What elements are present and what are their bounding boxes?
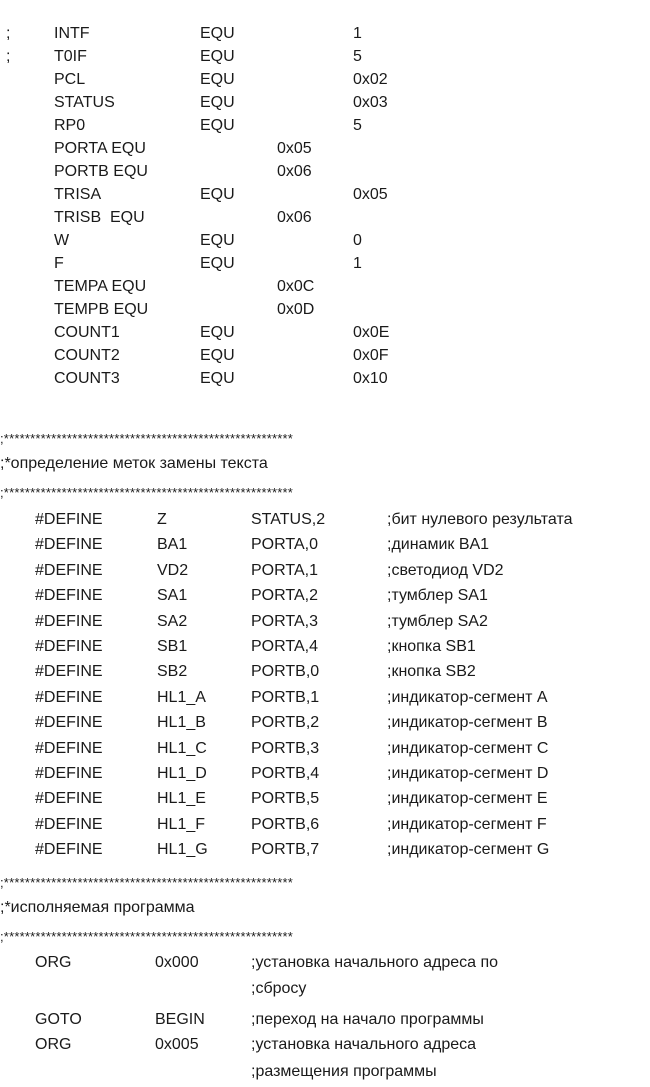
define-comment: ;индикатор-сегмент G [387,841,550,859]
define-target: PORTB,0 [251,663,320,681]
define-target: PORTB,3 [251,739,320,757]
define-target: PORTA,1 [251,561,318,579]
define-keyword: #DEFINE [35,612,103,630]
define-label: HL1_F [157,815,206,833]
instruction-operand: 0x000 [155,954,199,971]
define-target: PORTB,6 [251,815,320,833]
define-label: SB2 [157,663,188,681]
directive-keyword: EQU [200,370,235,387]
symbol-name: T0IF [54,48,87,65]
symbol-value: 0x10 [353,370,388,387]
define-target: PORTB,1 [251,688,320,706]
symbol-name: TRISB EQU [54,209,145,226]
define-keyword: #DEFINE [35,765,103,782]
symbol-value: 0x0D [277,301,315,318]
define-label: HL1_E [157,790,206,808]
symbol-name: PORTA EQU [54,140,146,157]
define-comment: ;индикатор-сегмент E [387,790,548,808]
symbol-name: PCL [54,71,86,88]
directive-keyword: EQU [200,48,235,65]
symbol-value: 0x06 [277,209,312,226]
section-heading-program: ;*исполняемая программа [0,899,195,916]
define-keyword: #DEFINE [35,536,103,554]
instruction-operand: BEGIN [155,1011,205,1028]
symbol-value: 1 [353,25,362,42]
directive-keyword: EQU [200,186,235,203]
define-label: HL1_G [157,841,208,859]
instruction-mnemonic: ORG [35,954,72,971]
define-comment: ;бит нулевого результата [387,511,573,528]
define-label: HL1_A [157,688,206,706]
directive-keyword: EQU [200,71,235,88]
define-keyword: #DEFINE [35,815,103,833]
instruction-mnemonic: ORG [35,1036,72,1053]
symbol-name: TEMPB EQU [54,301,149,318]
define-keyword: #DEFINE [35,587,103,605]
define-keyword: #DEFINE [35,638,103,655]
define-comment: ;тумблер SA2 [387,612,488,630]
symbol-value: 0x03 [353,94,388,111]
symbol-value: 1 [353,255,362,272]
define-target: PORTA,4 [251,638,318,655]
symbol-name: COUNT1 [54,324,120,341]
define-label: HL1_C [157,739,207,757]
line-comment-marker: ; [6,48,11,65]
define-label: HL1_D [157,765,207,782]
symbol-value: 0x06 [277,163,312,180]
define-label: SA2 [157,612,188,630]
symbol-name: TRISA [54,186,102,203]
symbol-value: 0x0C [277,278,315,295]
define-target: PORTA,3 [251,612,318,630]
symbol-value: 0x0F [353,347,389,364]
symbol-value: 5 [353,117,362,134]
define-comment: ;индикатор-сегмент D [387,765,549,782]
directive-keyword: EQU [200,94,235,111]
define-comment: ;индикатор-сегмент F [387,815,547,833]
separator-line: ;******************************************************* [0,929,294,944]
instruction-mnemonic: GOTO [35,1011,82,1028]
symbol-name: INTF [54,25,90,42]
define-target: PORTA,2 [251,587,318,605]
symbol-name: PORTB EQU [54,163,148,180]
symbol-name: STATUS [54,94,115,111]
define-comment: ;индикатор-сегмент A [387,688,548,706]
define-comment: ;тумблер SA1 [387,587,488,605]
symbol-name: W [54,232,70,249]
directive-keyword: EQU [200,25,235,42]
directive-keyword: EQU [200,232,235,249]
instruction-comment: ;установка начального адреса по [251,954,499,971]
directive-keyword: EQU [200,255,235,272]
directive-keyword: EQU [200,324,235,341]
define-target: PORTA,0 [251,536,318,554]
define-comment: ;светодиод VD2 [387,561,504,579]
define-keyword: #DEFINE [35,688,103,706]
define-target: PORTB,2 [251,714,320,732]
line-comment-marker: ; [6,25,11,42]
define-comment: ;кнопка SB2 [387,663,476,681]
define-keyword: #DEFINE [35,663,103,681]
instruction-comment: ;размещения программы [251,1063,437,1080]
separator-line: ;******************************************************* [0,485,294,500]
define-target: PORTB,7 [251,841,320,859]
symbol-value: 0x05 [277,140,312,157]
directive-keyword: EQU [200,117,235,134]
instruction-comment: ;установка начального адреса [251,1036,477,1053]
define-target: PORTB,5 [251,790,320,808]
define-keyword: #DEFINE [35,841,103,859]
separator-line: ;******************************************************* [0,875,294,890]
define-label: BA1 [157,536,188,554]
section-heading-text-labels: ;*определение меток замены текста [0,455,268,472]
separator-line: ;******************************************************* [0,431,294,446]
define-keyword: #DEFINE [35,511,103,528]
define-label: VD2 [157,561,189,579]
define-comment: ;индикатор-сегмент C [387,739,549,757]
define-label: SB1 [157,638,188,655]
symbol-value: 5 [353,48,362,65]
define-comment: ;динамик BA1 [387,536,490,554]
instruction-comment: ;переход на начало программы [251,1011,484,1028]
symbol-name: RP0 [54,117,86,134]
define-target: STATUS,2 [251,511,326,528]
define-keyword: #DEFINE [35,739,103,757]
define-target: PORTB,4 [251,765,320,782]
symbol-name: F [54,255,64,272]
symbol-value: 0 [353,232,362,249]
symbol-value: 0x0E [353,324,390,341]
define-keyword: #DEFINE [35,561,103,579]
instruction-operand: 0x005 [155,1036,199,1053]
define-label: SA1 [157,587,188,605]
symbol-name: COUNT3 [54,370,120,387]
symbol-name: COUNT2 [54,347,120,364]
define-label: HL1_B [157,714,206,732]
symbol-name: TEMPA EQU [54,278,147,295]
instruction-comment: ;сбросу [251,980,307,997]
define-comment: ;кнопка SB1 [387,638,476,655]
directive-keyword: EQU [200,347,235,364]
define-comment: ;индикатор-сегмент B [387,714,548,732]
symbol-value: 0x05 [353,186,388,203]
define-keyword: #DEFINE [35,790,103,808]
define-keyword: #DEFINE [35,714,103,732]
define-label: Z [157,511,167,528]
symbol-value: 0x02 [353,71,388,88]
